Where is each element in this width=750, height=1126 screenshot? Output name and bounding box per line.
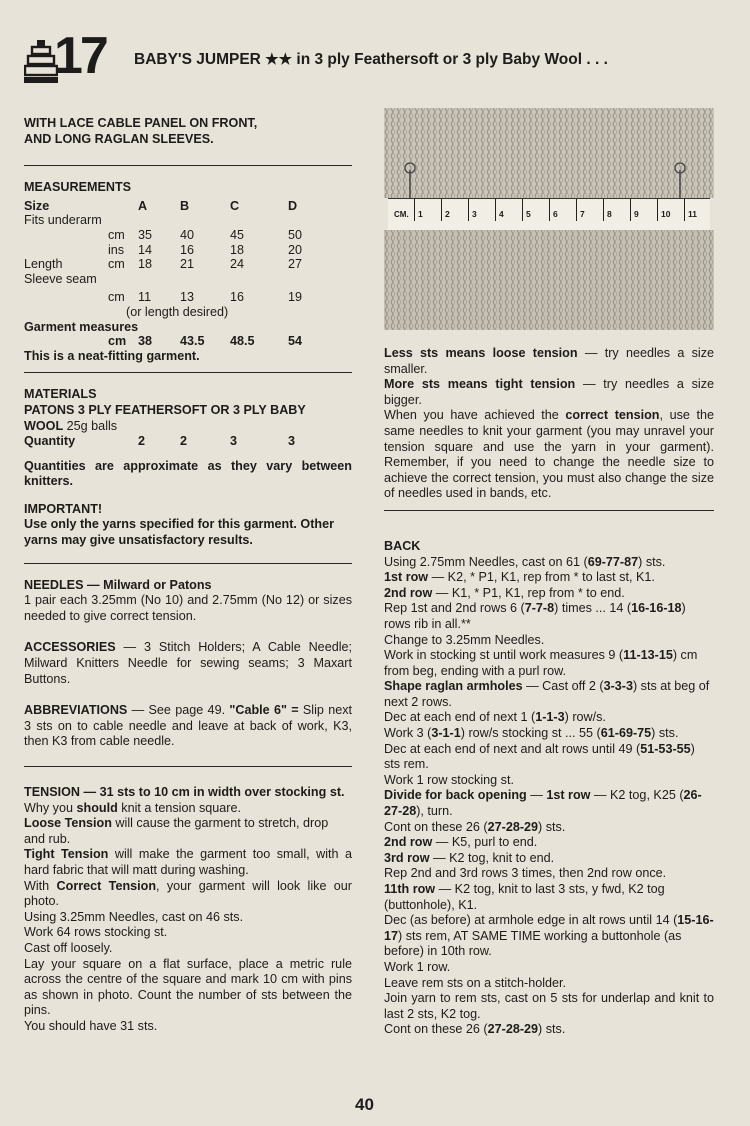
- knit-fabric-top: [384, 108, 714, 198]
- yarn-wool: WOOL: [24, 418, 64, 433]
- value: 18: [138, 257, 153, 272]
- needles-title: NEEDLES — Milward or Patons: [24, 577, 212, 592]
- tension-tight: Tight Tension will make the garment too small, with a hard fabric that will matt during washing.: [24, 847, 352, 877]
- back-r11: 11th row — K2 tog, knit to last 3 sts, y fwd, K2 tog (buttonhole), K1.: [384, 882, 665, 912]
- length-label: Length: [24, 257, 63, 272]
- back-change: Change to 3.25mm Needles.: [384, 632, 545, 647]
- value: 18: [230, 242, 245, 257]
- pattern-title: [134, 50, 608, 70]
- value: 54: [288, 334, 303, 349]
- back-rep23: Rep 2nd and 3rd rows 3 times, then 2nd row once.: [384, 866, 667, 881]
- ruler-number: 3: [472, 209, 477, 219]
- accessories-heading: ACCESSORIES: [24, 640, 116, 655]
- important-text: Use only the yarns specified for this garment. Other yarns may give unsatisfactory results.: [24, 517, 335, 548]
- value: 16: [230, 290, 245, 305]
- quantity-d: 3: [288, 434, 296, 449]
- pattern-number: 17: [54, 27, 106, 85]
- divider: [24, 766, 352, 767]
- difficulty-stars: ★★: [265, 51, 293, 68]
- value: 21: [180, 257, 195, 272]
- ruler-tick: [495, 199, 496, 221]
- back-shape: Shape raglan armholes — Cast off 2 (3-3-3) sts at beg of next 2 rows.: [384, 679, 710, 709]
- abbreviations-para: ABBREVIATIONS — See page 49. "Cable 6" = Slip next 3 sts on to cable needle and leave at back of work, K3, then K3 from cable needle.: [24, 703, 353, 749]
- value: 38: [138, 334, 153, 349]
- ruler-tick: [684, 199, 685, 221]
- page-header: [24, 27, 724, 88]
- quantity-b: 2: [180, 434, 188, 449]
- ruler-number: 11: [688, 209, 697, 219]
- tension-l5: You should have 31 sts.: [24, 1018, 158, 1033]
- divider: [24, 372, 352, 373]
- back-work3: Work 3 (3-1-1) row/s stocking st ... 55 (61-69-75) sts.: [384, 726, 679, 741]
- intro-line-2: AND LONG RAGLAN SLEEVES.: [24, 131, 214, 146]
- knit-texture: [384, 230, 714, 330]
- tension-correct: With Correct Tension, your garment will look like our photo.: [24, 878, 352, 909]
- size-c: C: [230, 198, 240, 213]
- value: 14: [138, 242, 153, 257]
- back-heading: BACK: [384, 538, 421, 553]
- quantity-label: Quantity: [24, 434, 76, 449]
- ruler-tick: [549, 199, 550, 221]
- back-r2: 2nd row — K5, purl to end.: [384, 835, 538, 850]
- ruler-number: 9: [634, 209, 639, 219]
- ruler-number: 8: [607, 209, 612, 219]
- divider: [384, 510, 714, 511]
- page-number: 40: [355, 1095, 374, 1114]
- back-r3: 3rd row — K2 tog, knit to end.: [384, 850, 555, 865]
- back-cont: Cont on these 26 (27-28-29) sts.: [384, 819, 566, 834]
- cable-label: "Cable 6" =: [229, 703, 299, 718]
- sleeve-row: [24, 286, 324, 305]
- back-l1: Using 2.75mm Needles, cast on 61 (69-77-87) sts.: [384, 554, 666, 569]
- back-rep: Rep 1st and 2nd rows 6 (7-7-8) times ... 14 (16-16-18) rows rib in all.**: [384, 601, 686, 631]
- back-cont2: Cont on these 26 (27-28-29) sts.: [384, 1022, 566, 1037]
- tension-loose: Loose Tension will cause the garment to stretch, drop and rub.: [24, 816, 329, 846]
- abbreviations-text: Slip next 3 sts on to cable needle and leave at back of work, K3, then K3 from cable needle.: [24, 703, 353, 749]
- yarn-line-2: [24, 419, 352, 435]
- value: 35: [138, 227, 153, 242]
- value: 27: [288, 257, 303, 272]
- unit-cm: cm: [108, 290, 125, 305]
- abbreviations-heading: ABBREVIATIONS: [24, 703, 128, 718]
- ruler-tick: [414, 199, 415, 221]
- garment-measures-label: Garment measures: [24, 319, 139, 334]
- back-dec3: Dec (as before) at armhole edge in alt rows until 14 (15-16-17) sts rem, AT SAME TIME working a buttonhole (as before) in 10th row.: [384, 913, 714, 959]
- back-row2: 2nd row — K1, * P1, K1, rep from * to end.: [384, 585, 625, 600]
- tension-heading: TENSION — 31 sts to 10 cm in width over stocking st.: [24, 785, 345, 799]
- measurements-heading: MEASUREMENTS: [24, 180, 132, 195]
- yarn-balls: 25g balls: [66, 418, 118, 433]
- needles-brand: Milward or Patons: [103, 577, 212, 592]
- unit-ins: ins: [108, 242, 125, 257]
- title-main: BABY'S JUMPER: [134, 51, 261, 68]
- tension-why: Why you should knit a tension square.: [24, 800, 241, 815]
- back-dec2: Dec at each end of next and alt rows until 49 (51-53-55) sts rem.: [384, 741, 695, 772]
- value: 43.5: [180, 334, 205, 349]
- beehive-icon: [24, 40, 58, 84]
- ruler-tick: [630, 199, 631, 221]
- divider: [24, 165, 352, 166]
- ruler-tick: [522, 199, 523, 221]
- back-leave: Leave rem sts on a stitch-holder.: [384, 975, 567, 990]
- value: 19: [288, 290, 303, 305]
- back-dec1: Dec at each end of next 1 (1-1-3) row/s.: [384, 710, 606, 725]
- accessories-text: 3 Stitch Holders; A Cable Needle; Milward Knitters Needle for sewing seams; 3 Maxart Buttons.: [24, 640, 352, 686]
- value: 45: [230, 227, 245, 242]
- ruler-number: 10: [661, 209, 671, 219]
- ruler-tick: [657, 199, 658, 221]
- back-row1: 1st row — K2, * P1, K1, rep from * to last st, K1.: [384, 570, 655, 585]
- tension-l1: Using 3.25mm Needles, cast on 46 sts.: [24, 909, 244, 924]
- ruler-tick: [441, 199, 442, 221]
- accessories-para: ACCESSORIES — 3 Stitch Holders; A Cable Needle; Milward Knitters Needle for sewing seams; 3 Maxart Buttons.: [24, 640, 352, 686]
- tension-l3: Cast off loosely.: [24, 940, 113, 955]
- right-column: [384, 346, 714, 1038]
- value: 13: [180, 290, 195, 305]
- approx-note: Quantities are approximate as they vary between knitters.: [24, 458, 352, 489]
- garment-row: [24, 334, 324, 349]
- title-yarn: in 3 ply Feathersoft or 3 ply Baby Wool . . .: [296, 51, 608, 68]
- abbreviations-see: See page 49.: [148, 703, 226, 718]
- metric-ruler: [388, 198, 710, 232]
- size-row: [24, 199, 324, 214]
- divider: [24, 563, 352, 564]
- measurements-table: [24, 199, 324, 349]
- underarm-cm-row: [24, 228, 324, 243]
- materials-heading: MATERIALS: [24, 387, 97, 402]
- value: 24: [230, 257, 245, 272]
- when-achieved: When you have achieved the correct tension, use the same needles to knit your garment (you may unravel your tension square and use the yarn in your garment). Remember, if you need to change the needle size to achieve the correct tension, you must also change the size of needles used in bands, etc.: [384, 408, 714, 501]
- needles-text: 1 pair each 3.25mm (No 10) and 2.75mm (No 12) or sizes needed to give correct tension.: [24, 593, 352, 623]
- knit-fabric-bottom: [384, 230, 714, 330]
- ruler-tick: [576, 199, 577, 221]
- quantity-table: [24, 434, 324, 449]
- fit-note: This is a neat-fitting garment.: [24, 348, 200, 363]
- size-a: A: [138, 198, 148, 213]
- needles-heading: NEEDLES: [24, 577, 84, 592]
- length-row: [24, 257, 324, 272]
- quantity-a: 2: [138, 434, 146, 449]
- sleeve-note: (or length desired): [126, 304, 229, 319]
- ruler-tick: [603, 199, 604, 221]
- value: 40: [180, 227, 195, 242]
- value: 48.5: [230, 334, 255, 349]
- value: 11: [138, 290, 152, 305]
- ruler-number: 2: [445, 209, 450, 219]
- back-work: Work in stocking st until work measures 9 (11-13-15) cm from beg, ending with a purl row.: [384, 648, 698, 678]
- intro-line-1: WITH LACE CABLE PANEL ON FRONT,: [24, 116, 258, 130]
- ruler-number: 4: [499, 209, 504, 219]
- quantity-c: 3: [230, 434, 238, 449]
- knit-texture: [384, 108, 714, 198]
- more-sts: More sts means tight tension — try needles a size bigger.: [384, 377, 714, 407]
- back-join: Join yarn to rem sts, cast on 5 sts for underlap and knit to last 2 sts, K2 tog.: [384, 991, 714, 1021]
- size-label: Size: [24, 198, 50, 213]
- tension-l2: Work 64 rows stocking st.: [24, 925, 168, 940]
- pattern-logo: [24, 27, 128, 86]
- tension-square-photo: [384, 108, 714, 330]
- value: 50: [288, 227, 303, 242]
- back-work1: Work 1 row stocking st.: [384, 772, 514, 787]
- important-heading: IMPORTANT!: [24, 501, 103, 516]
- unit-cm: cm: [108, 227, 125, 242]
- ruler-tick: [468, 199, 469, 221]
- unit-cm: cm: [108, 257, 125, 272]
- back-divide: Divide for back opening — 1st row — K2 tog, K25 (26-27-28), turn.: [384, 788, 702, 819]
- underarm-ins-row: [24, 243, 324, 258]
- fits-underarm-label: Fits underarm: [24, 213, 102, 228]
- sleeve-seam-label: Sleeve seam: [24, 271, 97, 286]
- value: 20: [288, 242, 303, 257]
- ruler-number: 7: [580, 209, 585, 219]
- left-column: [24, 116, 352, 1035]
- less-sts: Less sts means loose tension — try needles a size smaller.: [384, 346, 715, 376]
- unit-cm: cm: [108, 334, 127, 349]
- tension-l4: Lay your square on a flat surface, place a metric rule across the centre of the square and mark 10 cm with pins as shown in photo. Count the number of sts between the pins.: [24, 956, 352, 1018]
- size-b: B: [180, 198, 190, 213]
- ruler-number: 5: [526, 209, 531, 219]
- value: 16: [180, 242, 195, 257]
- back-work1b: Work 1 row.: [384, 959, 451, 974]
- ruler-unit: CM.: [394, 210, 409, 219]
- ruler-number: 1: [418, 209, 423, 219]
- size-d: D: [288, 198, 298, 213]
- yarn-line-1: PATONS 3 PLY FEATHERSOFT OR 3 PLY BABY: [24, 402, 306, 417]
- ruler-number: 6: [553, 209, 558, 219]
